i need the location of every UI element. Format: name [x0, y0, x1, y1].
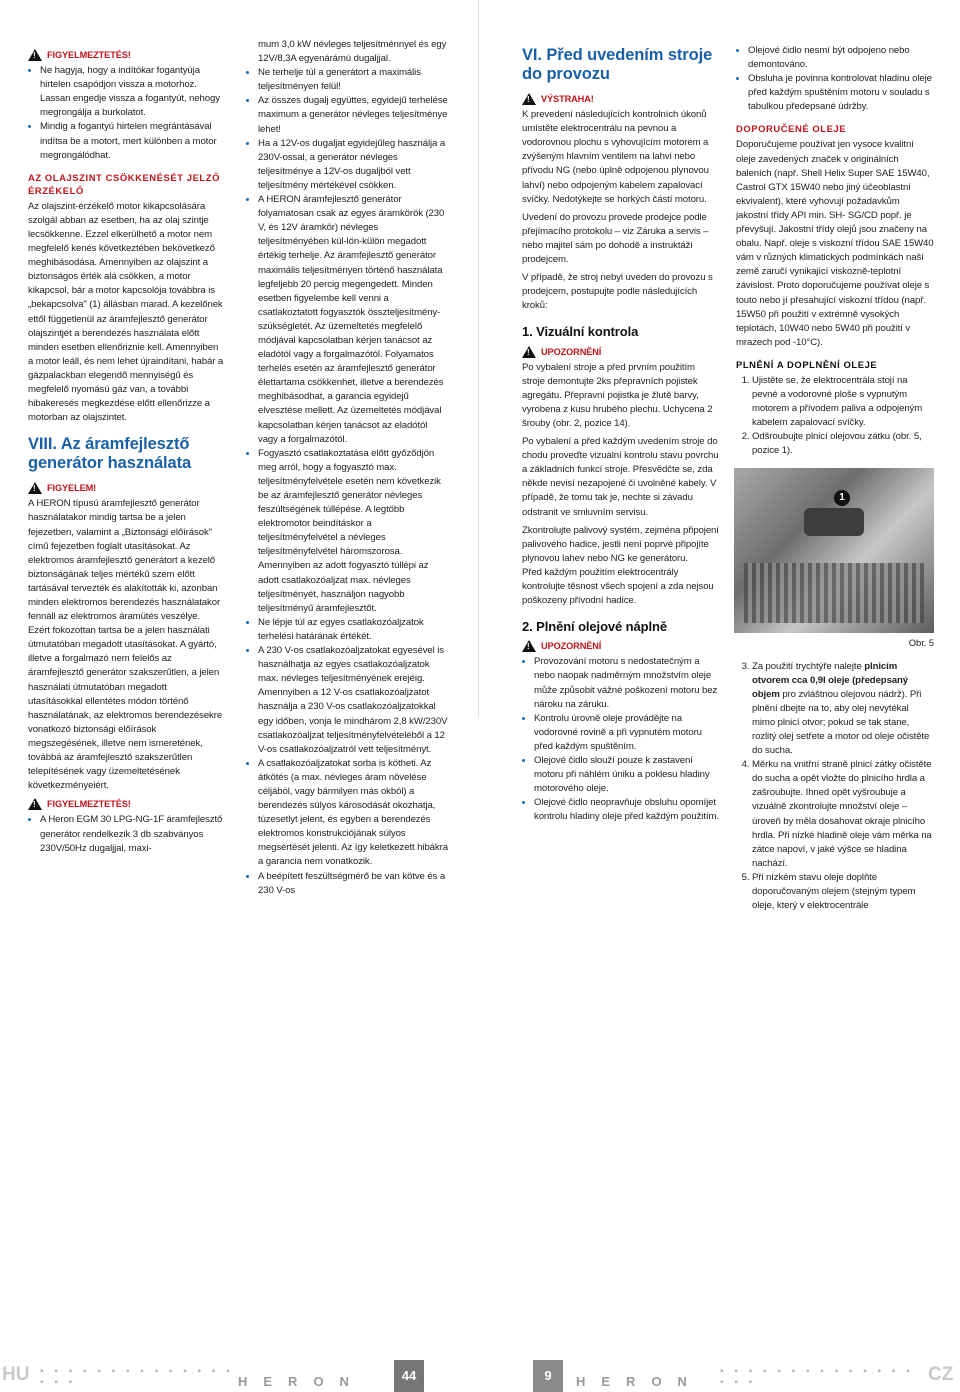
list-item: • Kontrolu úrovně oleje provádějte na vodorovné rovině a při vypnutém motoru před každým spuštěním. [534, 712, 720, 754]
step-text-bold: plnicím otvorem cca 0,9l oleje (předepsaný objem [752, 660, 909, 700]
step-item: 2. Odšroubujte plnicí olejovou zátku (obr. 5, pozice 1). [752, 430, 934, 458]
oil-sensor-list [736, 44, 934, 114]
left-column-1 [28, 44, 224, 856]
list-item: • A HERON áramfejlesztő generátor folyamatosan csak az egyes áramkörök (230 V, és 12V áramkör) névleges teljesítményében kül-lön-külön megadott értékig terhelje. Az áramfejlesztő generátor maximális teljesítményen történő használata legfeljebb 20 percig megengedett. Minden esetben figyelembe kell venni a csatlakoztatott fogyasztók összteljesítmény-szükségletét. Az üzemeltetés megfelelő módjával kapcsolatban kérjen tanácsot az eladótól vagy a forgalmazótól. Folyamatos terhelés esetén az áramfejlesztő generátor élettartama csökkenhet, illetve a berendezés meghibásodhat, a garancia egyidejű elvesztése mellett. Az üzemeltetés módjával kapcsolatban kérjen tanácsot az eladótól vagy a forgalmazótól. [258, 193, 448, 447]
step-item: 5. Při nízkém stavu oleje doplňte doporučovaným olejem (stejným typem oleje, který v elektrocentrále [752, 871, 934, 913]
figure-caption: Obr. 5 [908, 638, 934, 650]
list-item: • Olejové čidlo neopravňuje obsluhu opomíjet kontrolu hladiny oleje před každým použitím. [534, 796, 720, 824]
list-item: • A 230 V-os csatlakozóaljzatokat egyesével is használhatja az egyes csatlakozóaljzatok max. névleges teljesítményének erejéig. Amennyiben a 12 V-os csatlakozóaljzatot használja a 230 V-os csatlakozóaljzatokkal egy időben, vonja le mindhárom 2,8 kW/230V csatlakozóaljzat teljesítményfelvételéből a 12 V-os csatlakozóaljzatról vett teljesítményt. [258, 644, 448, 757]
left-column-2 [246, 38, 448, 898]
warning-title: FIGYELMEZTETÉS! [47, 799, 131, 810]
recommended-oils-text: Doporučujeme používat jen vysoce kvalitní oleje zavedených značek v originálních baleních (např. Shell Helix Super SAE 15W40, Castrol GTX 15W40 nebo jiný účeoblastní ekvivalent), které vyhovují požadavkům jakostní třídy API min. SH- SG/CD popř. je převyšují. Jakostní třídy olejů jsou značeny na obalu. Např. oleje s viskozní třídou SAE 15W40 vám v různých klimatických podmínkách naší země zaručí vynikající viskozně-teplotní závislost. Proto doporučujeme používat oleje s touto nebo jí přesahující viskozní třídou (např. 15W50 při použití v extrémně vysokých teplotách, 10W40 nebo 5W40 při použití v mrazech pod -10°C). [736, 139, 934, 348]
oil-sensor-heading: AZ OLAJSZINT CSÖKKENÉSÉT JELZŐ ÉRZÉKELŐ [28, 171, 220, 196]
list-item: mum 3,0 kW névleges teljesítménnyel és egy 12V/8,3A egyenárámú dugaljjal. [258, 39, 447, 65]
subsection-title: 2. Plnění olejové náplně [522, 619, 667, 635]
usage-list [246, 38, 448, 898]
footer-dots: ▪ ▪ ▪ ▪ ▪ ▪ ▪ ▪ ▪ ▪ ▪ ▪ ▪ ▪ ▪ ▪ ▪ [720, 1366, 914, 1388]
paragraph: Uvedení do provozu provede prodejce podle přejímacího protokolu – viz Záruka a servis – nebo majitel sám po dohodě a instruktáži prodejcem. [522, 211, 709, 266]
step-text: Za použití trychtýře nalejte [752, 660, 865, 672]
recommended-oils-heading: DOPORUČENÉ OLEJE [736, 123, 847, 135]
page-divider [478, 0, 479, 717]
photo-marker: 1 [834, 490, 850, 506]
footer-dots: ▪ ▪ ▪ ▪ ▪ ▪ ▪ ▪ ▪ ▪ ▪ ▪ ▪ ▪ ▪ ▪ ▪ [40, 1366, 234, 1388]
warning-icon [28, 49, 42, 61]
warning-list [28, 813, 224, 855]
warning-icon [522, 346, 536, 358]
section-title: VIII. Az áramfejlesztő generátor használata [28, 435, 192, 473]
warning-text: A HERON típusú áramfejlesztő generátor használatakor mindig tartsa be a jelen fejezetben, valamint a „Biztonsági előírások" című fejezetben foglalt utasításokat. Az elektromos áramfejlesztő generátort a kezelő biztonságának teljes mértékű szem előtt tartásával tervezték és alakították ki, azonban minden elektromos berendezés használatakor fennáll az elektromos áramütés veszélye. Ezért fokozottan tartsa be a jelen használati útmutatóban megadott utasításokat. A gyártó, illetve a forgalmazó nem felelős az áramfejlesztő generátor szakszerűtlen, a jelen használati útmutatóban megadott utasításokkal ellentétes módon történő használatának, az elektromos berendezésekre vonatkozó biztonsági előírások megszegésének, illetve nem ismeretének, továbbá az áramfejlesztő szakszerűtlen telepítésének vagy üzemeltetésének következményeiért. [28, 498, 223, 792]
warning-icon [28, 482, 42, 494]
oil-fill-steps [736, 374, 934, 459]
subsection-title: 1. Vizuální kontrola [522, 324, 639, 340]
list-item: • A csatlakozóaljzatokat sorba is kötheti. Az átkötés (a max. névleges áram növelése céljából, vagy bármilyen más okból) a berendezés súlyos károsodását okozhatja, túzesetlyt jelent, és egyben a berendezés elektromos konstrukciójának súlyos megsértését jelenti. Az így keletkezett hibákra a garancia nem vonatkozik. [258, 757, 448, 870]
paragraph: Po vybalení a před každým uvedením stroje do chodu proveďte vizuální kontrolu stavu povrchu a základních funkcí stroje. Přesvědčte se, zda někde nevisí nezapojené či uvolněné kabely. V případě, že tomu tak je, nechte si závadu odstranit ve smluvním servisu. [522, 436, 719, 518]
warning-icon [522, 93, 536, 105]
warning-heading [28, 797, 224, 811]
oil-sensor-text: Az olajszint-érzékelő motor kikapcsolására szolgál abban az esetben, ha az olaj szintje lecsökkenne. Ezzel elkerülhető a motor nem megfelelő kenés következtében bekövetkező meghibásodása. Amennyiben az olajszint a biztonságos érték alá csökken, a motor kikapcsol, bár a motor kapcsolója továbbra is „bekapcsolva" (1) állásban marad. A kezelőnek ettől függetlenül az áramfejlesztő generátor olajszintjét a berendezés használata előtt minden esetben ellenőriznie kell. Amennyiben a motor leáll, és nem lehet újraindítani, habár a gázpalackban elegendő mennyiségű és megfelelő nyomású gáz van, a további hibakeresés megkezdése előtt ellenőrizze a motorban az olajszintet. [28, 200, 224, 424]
warning-heading [522, 92, 720, 106]
brand-logo-right: HERON [576, 1374, 703, 1389]
list-item: • Ne hagyja, hogy a indítókar fogantyúja hirtelen csapódjon vissza a motorhoz. Lassan engedje vissza a fogantyút, nehogy megrongálja a burkolatot. [40, 64, 224, 120]
warning-heading [28, 48, 224, 62]
list-item: • Ne lépje túl az egyes csatlakozóaljzatok terhelési határának értékét. [258, 616, 448, 644]
list-item: • Olejové čidlo slouží pouze k zastavení motoru při náhlém úniku a poklesu hladiny motorového oleje. [534, 754, 720, 796]
paragraph: Po vybalení stroje a před prvním použitím stroje demontujte 2ks přepravních pojistek agregátu. Přepravní pojistka je žlutě barvy, vyrobena z kusu hrubého plechu. Uchycena 2 šrouby (obr. 2, pozice 14). [522, 361, 713, 429]
right-column-2 [736, 44, 934, 913]
oil-cap-photo [734, 468, 934, 633]
language-code-right: CZ [928, 1364, 954, 1385]
paragraph: Zkontrolujte palivový systém, zejména připojení palivového hadice, jestli není poprvé připojíte plynovou lahev nebo NG ke generátoru. [522, 524, 719, 564]
step-text: pro zvláštnou olejovou nádrž). Při plnění dbejte na to, aby olej nevytékal mimo plnicí otvor; pokud se tak stane, rozlitý olej setřete a motor od oleje očistěte do sucha. [752, 688, 930, 757]
language-code-left: HU [2, 1364, 30, 1385]
warning-list [28, 64, 224, 163]
list-item: • A beépített feszültségmérő be van kötve és a 230 V-os [258, 870, 448, 898]
warning-icon [28, 798, 42, 810]
notice-title: UPOZORNĚNÍ [541, 641, 602, 652]
warning-text: K prevedení následujících kontrolních úkonů umístěte elektrocentrálu na pevnou a vodorovnou plochu s vyhovujícím motorem a zvýšeným hlavním ventilem na lahvi nebo přívodu NG (nebo úplně odpojenou plynovou lahví) nebo odpojeným kabelem zapalovací svíčky. Nedotýkejte se horkých částí motoru. [522, 109, 709, 205]
warning-title: VÝSTRAHA! [541, 94, 594, 104]
notice-heading [522, 639, 720, 653]
paragraph: Před každým použitím elektrocentrály kontrolujte těsnost všech spojení a zda nejsou poškozeny přívodní hadice. [522, 566, 714, 607]
oil-cap [804, 508, 864, 536]
list-item: • A Heron EGM 30 LPG-NG-1F áramfejlesztő generátor rendelkezik 3 db szabványos 230V/50Hz dugaljjal, maxi- [40, 813, 224, 855]
brand-logo-left: HERON [238, 1374, 365, 1389]
paragraph: V případě, že stroj nebyl uveden do provozu s prodejcem, postupujte podle následujících kroků: [522, 272, 713, 312]
warning-title: FIGYELEM! [47, 483, 97, 494]
step-item: 4. Měrku na vnitřní straně plnicí zátky očistěte do sucha a opět vložte do plnicího hrdla a zašroubujte. Ihned opět vyšroubuje a vizuálně zkontrolujte množství oleje – úroveň by měla dosahovat okraje plnicího hrdla. Při nízké hladině oleje vám měrka na zátce napoví, v jaké výšce se hladina nachází. [752, 758, 934, 871]
warning-heading [28, 481, 224, 495]
section-title: VI. Před uvedením stroje do provozu [522, 46, 713, 83]
oil-fill-heading: PLNĚNÍ A DOPLNĚNÍ OLEJE [736, 358, 878, 370]
notice-title: UPOZORNĚNÍ [541, 346, 602, 357]
page-number-left: 44 [394, 1360, 424, 1392]
engine-grill [744, 563, 924, 623]
list-item: • Az összes dugalj együttes, egyidejű terhelése maximum a generátor névleges teljesítménye lehet! [258, 94, 448, 136]
list-item: • Mindig a fogantyú hirtelen megrántásával indítsa be a motort, mert különben a motor megrongálódhat. [40, 120, 224, 162]
page-number-right: 9 [533, 1360, 563, 1392]
list-item: • Fogyasztó csatlakoztatása előtt győződjön meg arról, hogy a fogyasztó max. teljesítményfelvétele esetén nem következik be az áramfejlesztő generátor névleges feszültségének túllépése. A legtöbb elektromotor beindításkor a teljesítményfelvétel a névleges teljesítményfelvétel háromszorosa. Amennyiben az adott fogyasztó túllépi az adott csatlakozóaljzat max. névleges teljesítményét, használjon nagyobb teljesítményű áramfejlesztőt. [258, 447, 448, 616]
notice-heading [522, 345, 720, 359]
list-item: • Obsluha je povinna kontrolovat hladinu oleje před každým spuštěním motoru v souladu s tabulkou předepsané údržby. [748, 72, 934, 114]
list-item: • Ha a 12V-os dugaljat egyidejűleg használja a 230V-ossal, a generátor névleges teljesítménye a 12V-os dugaljból vett teljesítmény mértékével csökken. [258, 137, 448, 193]
list-item: • Provozování motoru s nedostatečným a nebo naopak nadměrným množstvím oleje může způsobit vážné poškození motoru bez nároku na záruku. [534, 655, 720, 711]
list-item: • Ne terhelje túl a generátort a maximális teljesítményen felül! [258, 66, 448, 94]
warning-icon [522, 640, 536, 652]
step-item: 1. Ujistěte se, že elektrocentrála stojí na pevné a vodorovné ploše s vypnutým motorem a přívodem paliva a odpojeným kabelem zapalovací svíčky. [752, 374, 934, 430]
warning-title: FIGYELMEZTETÉS! [47, 50, 131, 60]
list-item: • Olejové čidlo nesmí být odpojeno nebo demontováno. [748, 44, 934, 72]
